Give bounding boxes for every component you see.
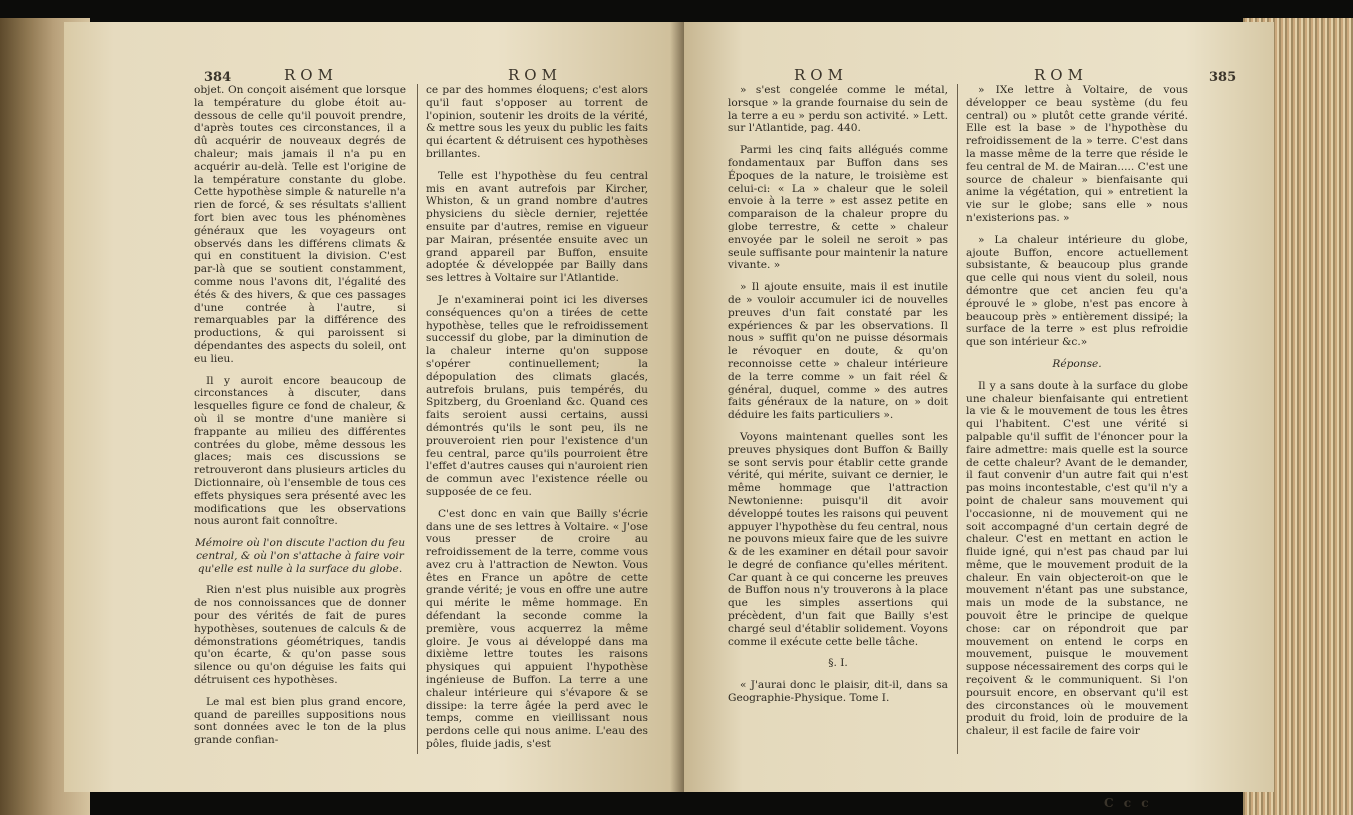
signature-mark: C c c	[1104, 796, 1152, 810]
paragraph: Il y a sans doute à la surface du globe une chaleur bienfaisante qui entretient la vie & le mouvement de tous les êtres qui l'habitent. C'est une vérité si palpable qu'il suffit de l'énoncer pour la faire admettre: mais quelle est la source de cette chaleur? Avant de le demander, il faut convenir d'un autre fait qui n'est pas moins incontestable, c'est qu'il n'y a point de chaleur sans mouvement qui l'occasionne, ni de mouvement qui ne soit accompagné d'un certain degré de chaleur. C'est en mettant en action le fluide igné, qui n'est pas chaud par lui même, que le mouvement produit de la chaleur. En vain objecteroit-on que le mouvement n'étant pas une substance, mais un mode de la substance, ne pouvoit être le principe de quelque chose: car on répondroit que par mouvement on entend le corps en mouvement, puisque le mouvement suppose nécessairement des corps qui le reçoivent & le communiquent. Si l'on poursuit encore, en observant qu'il est des circonstances où le mouvement produit du froid, loin de produire de la chaleur, il est facile de faire voir	[966, 379, 1188, 738]
paragraph: Je n'examinerai point ici les diverses conséquences qu'on a tirées de cette hypothèse, telles que le refroidissement successif du globe, par la diminution de la chaleur interne qu'on suppose s'opérer continuellement; la dépopulation des climats glacés, autrefois brulans, puis tempérés, du Spitzberg, du Groenland &c. Quand ces faits seroient aussi certains, aussi démontrés qu'ils le sont peu, ils ne prouveroient rien pour l'existence d'un feu central, parce qu'ils pourroient être l'effet d'autres causes qui n'auroient rien de commun avec l'existence réelle ou supposée de ce feu.	[426, 293, 648, 498]
paragraph: » IXe lettre à Voltaire, de vous développer ce beau système (du feu central) ou » plutôt cette grande vérité. Elle est la base » de l'hypothèse du refroidissement de la » terre. C'est dans la masse même de la terre que réside le feu central de M. de Mairan..... C'est une source de chaleur » bienfaisante qui anime la végétation, qui » entretient la vie sur le globe; sans elle » nous n'existerions pas. »	[966, 84, 1188, 224]
paragraph: » La chaleur intérieure du globe, ajoute Buffon, encore actuellement subsistante, & beaucoup plus grande que celle qui nous vient du soleil, nous démontre que cet ancien feu qu'a éprouvé le » globe, n'est pas encore à beaucoup près » entièrement dissipé; la surface de la terre » est plus refroidie que son intérieur &c.»	[966, 233, 1188, 349]
paragraph: Parmi les cinq faits allégués comme fondamentaux par Buffon dans ses Époques de la nature, le troisième est celui-ci: « La » chaleur que le soleil envoie à la terre » est assez petite en comparaison de la chaleur propre du globe terrestre, & cette » chaleur envoyée par le soleil ne seroit » pas seule suffisante pour maintenir la nature vivante. »	[728, 144, 948, 272]
page-number-right: 385	[1209, 70, 1237, 85]
column-rule	[417, 84, 418, 754]
right-column-2	[966, 84, 1188, 747]
paragraph: Il y auroit encore beaucoup de circonstances à discuter, dans lesquelles figure ce fond de chaleur, & où il se montre d'une manière si frappante au milieu des différentes contrées du globe, même dessous les glaces; mais ces discussions se retrouveront dans plusieurs articles du Dictionnaire, où l'ensemble de tous ces effets physiques sera présenté avec les modifications que les observations nous auront fait connoître.	[194, 374, 406, 528]
paragraph: Voyons maintenant quelles sont les preuves physiques dont Buffon & Bailly se sont servis pour établir cette grande vérité, qui mérite, suivant ce dernier, le même hommage que l'attraction Newtonienne: puisqu'il dit avoir développé toutes les raisons qui peuvent appuyer l'hypothèse du feu central, nous ne pouvons mieux faire que de les suivre & de les examiner en détail pour savoir le degré de confiance qu'elles méritent. Car quant à ce qui concerne les preuves de Buffon nous n'y trouverons à la place que les simples assertions qui précèdent, d'un fait que Bailly s'est chargé seul d'établir solidement. Voyons comme il exécute cette belle tâche.	[728, 430, 948, 648]
left-column-1	[194, 84, 406, 756]
paragraph: Telle est l'hypothèse du feu central mis en avant autrefois par Kircher, Whiston, & un grand nombre d'autres physiciens du siècle dernier, rejettée ensuite par d'autres, remise en vigueur par Mairan, présentée ensuite avec un grand appareil par Buffon, ensuite adoptée & développée par Bailly dans ses lettres à Voltaire sur l'Atlantide.	[426, 169, 648, 285]
paragraph: objet. On conçoit aisément que lorsque la température du globe étoit au-dessous de celle qu'il pouvoit prendre, d'après toutes ces circonstances, il a dû acquérir de nouveaux degrés de chaleur; mais jamais il n'a pu en acquérir au-delà. Telle est l'origine de la température constante du globe. Cette hypothèse simple & naturelle n'a rien de forcé, & ses résultats s'allient fort bien avec tous les phénomènes généraux que les voyageurs ont observés dans les différens climats & qui en constituent la division. C'est par-là que se soutient constamment, comme nous l'avons dit, l'égalité des étés & des hivers, & que ces passages d'une contrée à l'autre, si remarquables par la différence des productions, & qui paroissent si dépendantes des aspects du soleil, ont eu lieu.	[194, 84, 406, 365]
section-title: Mémoire où l'on discute l'action du feu central, & où l'on s'attache à faire voir qu'elle est nulle à la surface du globe.	[194, 537, 406, 575]
section-number: §. I.	[828, 657, 848, 670]
paragraph: « J'aurai donc le plaisir, dit-il, dans sa Geographie-Physique. Tome I.	[728, 679, 948, 705]
right-column-1	[728, 84, 948, 714]
right-page	[684, 22, 1274, 810]
paragraph: » Il ajoute ensuite, mais il est inutile de » vouloir accumuler ici de nouvelles preuves d'un fait constaté par les expériences & par les observations. Il nous » suffit qu'on ne puisse désormais le révoquer en doute, & qu'on reconnoisse cette » chaleur intérieure de la terre comme » un fait réel & général, duquel, comme » des autres faits généraux de la nature, on » doit déduire les faits particuliers ».	[728, 281, 948, 422]
paragraph: C'est donc en vain que Bailly s'écrie dans une de ses lettres à Voltaire. « J'ose vous presser de croire au refroidissement de la terre, comme vous avez cru à l'attraction de Newton. Vous êtes en France un apôtre de cette grande vérité; je vous en offre une autre qui mérite le même hommage. En défendant la seconde comme la première, vous acquerrez la même gloire. Je vous ai développé dans ma dixième lettre toutes les raisons physiques qui appuient l'hypothèse ingénieuse de Buffon. La terre a une chaleur intérieure qui s'évapore & se dissipe: la terre âgée la perd avec le temps, comme en vieillissant nous perdons celle qui nous anime. L'eau des pôles, fluide jadis, s'est	[426, 507, 648, 751]
paragraph: Rien n'est plus nuisible aux progrès de nos connoissances que de donner pour des vérités de fait de pures hypothèses, soutenues de calculs & de démonstrations géométriques, tandis qu'on écarte, & qu'on passe sous silence ou qu'on déguise les faits qui détruisent ces hypothèses.	[194, 584, 406, 687]
paragraph: ce par des hommes éloquens; c'est alors qu'il faut s'opposer au torrent de l'opinion, soutenir les droits de la vérité, & mettre sous les yeux du public les faits qui écartent & détruisent ces hypothèses brillantes.	[426, 84, 648, 160]
paragraph: Le mal est bien plus grand encore, quand de pareilles suppositions nous sont données avec le ton de la plus grande confian-	[194, 695, 406, 747]
column-rule	[957, 84, 958, 754]
running-head-right-a: ROM	[794, 66, 848, 84]
page-number-left: 384	[204, 70, 232, 85]
left-column-2	[426, 84, 648, 760]
running-head-left-a: ROM	[284, 66, 338, 84]
running-head-left-b: ROM	[508, 66, 562, 84]
section-title: Réponse.	[1052, 357, 1102, 370]
left-page	[64, 22, 684, 792]
running-head-right-b: ROM	[1034, 66, 1088, 84]
paragraph: » s'est congelée comme le métal, lorsque » la grande fournaise du sein de la terre a eu » perdu son activité. » Lett. sur l'Atlantide, pag. 440.	[728, 84, 948, 135]
